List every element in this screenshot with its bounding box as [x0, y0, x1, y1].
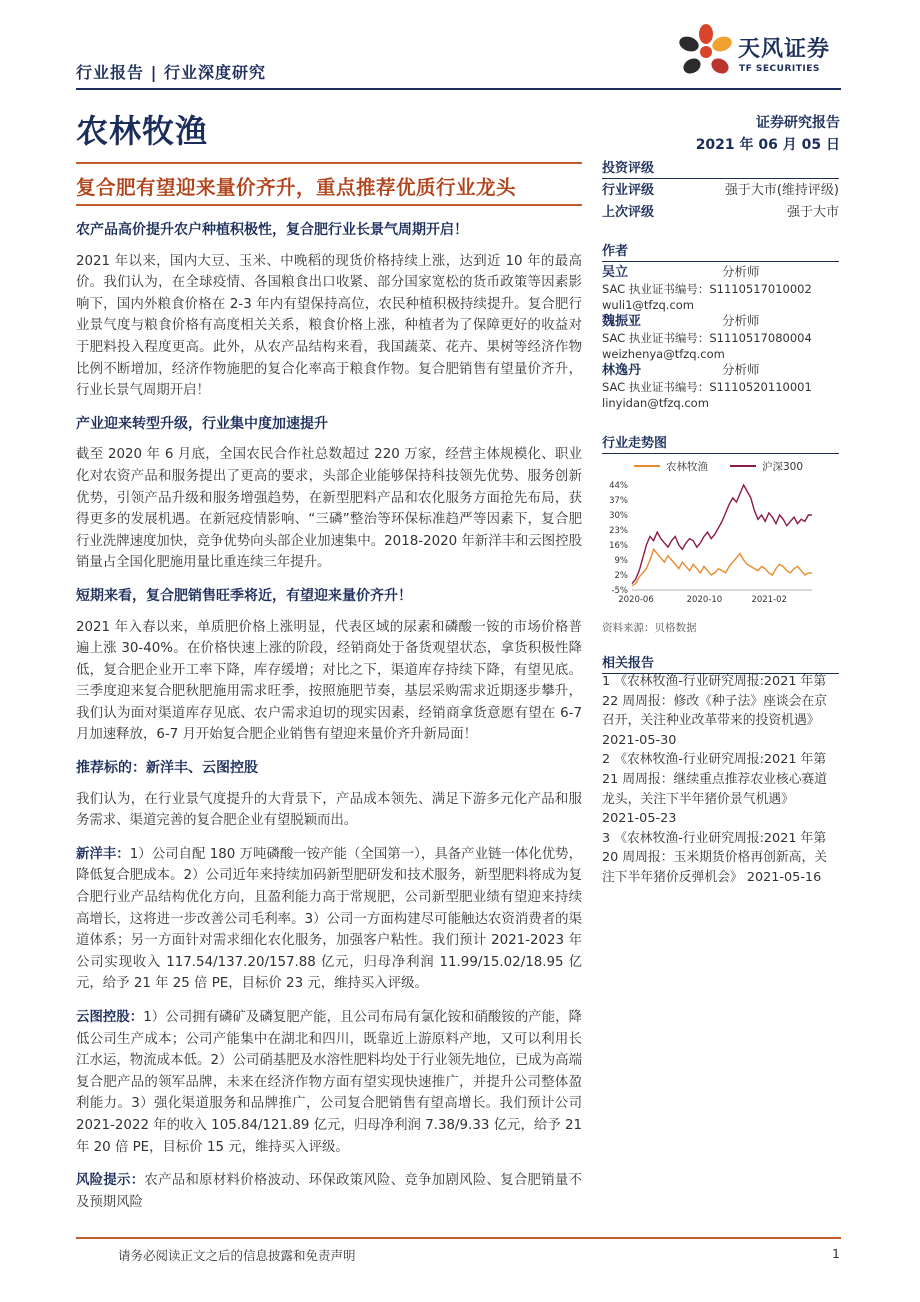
report-type: 行业报告 | 行业深度研究: [76, 63, 266, 82]
author-name: 林逸丹: [602, 363, 642, 378]
paragraph-text: 2021 年以来，国内大豆、玉米、中晚稻的现货价格持续上涨，达到近 10 年的最高价。我们认为，在全球疫情、各国粮食出口收紧、部分国家宽松的货币政策等因素影响下，国内外粮食价格在 2-3 年内有望保持高位，农民种植积极持续提升。复合肥行业景气度与粮食价格有高度相关关系，粮食价格上涨，种植者为了保障更好的收益对于肥料投入程度更高。此外，从农产品结构来看，我国蔬菜、花卉、果树等经济作物比例不断增加，经济作物施肥的复合化率高于粮食作物。复合肥销售有望量价齐升，行业长景气周期开启！: [76, 253, 582, 399]
paragraph: [76, 1170, 582, 1213]
chart-heading: 行业走势图: [602, 432, 839, 454]
y-tick-label: 9%: [614, 556, 628, 566]
author-email[interactable]: wuli1@tfzq.com: [602, 298, 695, 312]
author-card: [602, 264, 839, 313]
main-content: [76, 220, 582, 1225]
paragraph: [76, 251, 582, 402]
section: [76, 758, 582, 1213]
author-sac: SAC 执业证书编号：S1110520110001: [602, 380, 812, 394]
chart-legend: [634, 460, 803, 473]
paragraph-text: 我们认为，在行业景气度提升的大背景下，产品成本领先、满足下游多元化产品和服务需求、渠道完善的复合肥企业有望脱颖而出。: [76, 791, 582, 829]
report-kind: 证券研究报告: [756, 115, 840, 131]
author-card: [602, 313, 839, 362]
related-reports: [602, 672, 839, 888]
legend-label: 农林牧渔: [666, 461, 708, 473]
related-report-text: 2 《农林牧渔-行业研究周报:2021 年第 21 周周报：继续重点推荐农业核心赛道龙头，关注下半年猪价景气机遇》: [602, 752, 828, 807]
paragraph-text: 农产品和原材料价格波动、环保政策风险、竞争加剧风险、复合肥销量不及预期风险: [76, 1173, 583, 1210]
title-rule-top: [76, 162, 582, 164]
author-name: 吴立: [602, 265, 629, 280]
section-heading: 短期来看，复合肥销售旺季将近，有望迎来量价齐升！: [76, 587, 412, 604]
authors-heading: 作者: [602, 240, 839, 262]
chart-lines: [632, 485, 812, 586]
paragraph: [76, 444, 582, 574]
related-report-item[interactable]: [602, 829, 839, 888]
related-heading: 相关报告: [602, 652, 839, 674]
chart-source: 资料来源：贝格数据: [602, 622, 697, 634]
paragraph-text: 1）公司自配 180 万吨磷酸一铵产能（全国第一），具备产业链一体化优势，降低复合肥成本。2）公司近年来持续加码新型肥研发和技术服务，新型肥料将成为复合肥行业产品结构优化方向，且盈利能力高于常规肥，公司新型肥业绩有望迎来持续高增长，这将进一步改善公司毛利率。3）公司一方面构建尽可能触达农资消费者的渠道体系；另一方面针对需求细化农化服务，加强客户粘性。我们预计 2021-2023 年公司实现收入 117.54/137.20/157.88 亿元，归母净利润 11.99/15.02/18.95 亿元，给予 21 年 25 倍 PE，目标价 23 元，维持买入评级。: [76, 846, 582, 992]
paragraph-text: 截至 2020 年 6 月底，全国农民合作社总数超过 220 万家，经营主体规模化、职业化对农资产品和服务提出了更高的要求，头部企业能够保持科技领先优势、服务创新优势，引领产品升级和服务增强趋势，在新型肥料产品和农化服务方面抢先布局，获得更多的发展机遇。在新冠疫情影响、“三磷”整治等环保标准趋严等因素下，复合肥行业洗牌速度加快，竞争优势向头部企业加速集中。2018-2020 年新洋丰和云图控股销量占全国化肥施用量比重连续三年提升。: [76, 447, 582, 571]
sector-title: 农林牧渔: [76, 112, 209, 150]
section-heading: 农产品高价提升农户种植积极性，复合肥行业长景气周期开启！: [76, 222, 468, 238]
title-rule-bottom: [76, 204, 582, 206]
author-role: 分析师: [722, 362, 760, 377]
report-date: 2021 年 06 月 05 日: [695, 137, 840, 153]
paragraph: [76, 844, 582, 995]
logo-cn-text: 天风证券: [738, 37, 831, 62]
related-report-date: 2021-05-23: [602, 811, 677, 827]
paragraph-lead: 新洋丰：: [76, 846, 130, 862]
author-role: 分析师: [722, 264, 760, 279]
rating-row: [602, 179, 839, 198]
rating-heading: 投资评级: [602, 157, 839, 179]
y-tick-label: 2%: [614, 571, 628, 581]
paragraph-text: 1）公司拥有磷矿及磷复肥产能，且公司布局有氯化铵和硝酸铵的产能，降低公司生产成本；公司产能集中在湖北和四川，既靠近上游原料产地，又可以利用长江水运，物流成本低。2）公司硝基肥及水溶性肥料均处于行业领先地位，已成为高端复合肥产品的领军品牌，未来在经济作物方面有望实现快速推广，并提升公司整体盈利能力。3）强化渠道服务和品牌推广，公司复合肥销售有望高增长。我们预计公司 2021-2022 年的收入 105.84/121.89 亿元，归母净利润 7.38/9.33 亿元，给予 21 年 20 倍 PE，目标价 15 元，维持买入评级。: [76, 1010, 582, 1155]
series-line-agri: [632, 549, 812, 585]
author-sac: SAC 执业证书编号：S1110517010002: [602, 282, 812, 296]
logo-flower-icon: [676, 22, 736, 84]
footer-rule: [76, 1237, 841, 1239]
related-report-item[interactable]: [602, 672, 839, 750]
page-number: 1: [832, 1246, 840, 1261]
paragraph-lead: 云图控股：: [76, 1010, 144, 1025]
prev-rating-label: 上次评级: [602, 205, 655, 220]
related-report-item[interactable]: [602, 750, 839, 828]
chart-axes: [609, 481, 812, 605]
section: [76, 414, 582, 574]
footer-disclaimer[interactable]: 请务必阅读正文之后的信息披露和免责声明: [118, 1248, 356, 1263]
y-tick-label: 30%: [609, 511, 628, 521]
prev-rating-value: 强于大市: [786, 205, 839, 220]
x-tick-label: 2020-10: [686, 595, 723, 605]
y-tick-label: 44%: [609, 481, 628, 491]
paragraph-text: 2021 年入春以来，单质肥价格上涨明显，代表区域的尿素和磷酸一铵的市场价格普遍上涨 30-40%。在价格快速上涨的阶段，经销商处于备货观望状态，拿货积极性降低，复合肥企业开工率下降，库存缓增；对比之下，渠道库存持续下降，有望见底。三季度迎来复合肥秋肥施用需求旺季，按照施肥节奏，基层采购需求近期逐步攀升，我们认为面对渠道库存见底、农户需求迫切的现实因素，经销商拿货意愿有望在 6-7 月加速释放，6-7 月开始复合肥企业销售有望迎来量价齐升新局面！: [76, 619, 582, 743]
related-report-text: 1 《农林牧渔-行业研究周报:2021 年第 22 周周报：修改《种子法》座谈会在京召开，关注种业改革带来的投资机遇》: [602, 674, 828, 729]
related-report-date: 2021-05-16: [746, 869, 822, 885]
y-tick-label: -5%: [611, 586, 628, 596]
rating-label: 行业评级: [602, 183, 655, 198]
author-role: 分析师: [722, 313, 760, 328]
author-card: [602, 362, 839, 411]
paragraph: [76, 617, 582, 747]
paragraph: [76, 789, 582, 832]
author-name: 魏振亚: [602, 314, 642, 329]
author-email[interactable]: weizhenya@tfzq.com: [602, 347, 725, 361]
logo-en-text: TF SECURITIES: [739, 64, 820, 74]
rating-value: 强于大市(维持评级): [724, 183, 839, 198]
prev-rating-row: [602, 201, 839, 220]
paragraph-lead: 风险提示：: [76, 1173, 145, 1189]
legend-label: 沪深300: [762, 461, 804, 473]
header-divider: [76, 88, 841, 90]
author-sac: SAC 执业证书编号：S1110517080004: [602, 331, 812, 345]
section-heading: 推荐标的：新洋丰、云图控股: [76, 760, 258, 777]
x-tick-label: 2021-02: [751, 595, 787, 605]
section: [76, 220, 582, 402]
x-tick-label: 2020-06: [618, 595, 654, 605]
section-heading: 产业迎来转型升级，行业集中度加速提升: [76, 415, 328, 432]
report-title: 复合肥有望迎来量价齐升，重点推荐优质行业龙头: [76, 176, 517, 199]
y-tick-label: 23%: [609, 526, 628, 536]
section: [76, 586, 582, 746]
author-email[interactable]: linyidan@tfzq.com: [602, 396, 709, 410]
y-tick-label: 16%: [609, 541, 628, 551]
y-tick-label: 37%: [609, 496, 628, 506]
related-report-date: 2021-05-30: [602, 732, 677, 748]
company-logo: [676, 22, 846, 84]
trend-chart: [602, 455, 839, 617]
related-report-text: 3 《农林牧渔-行业研究周报:2021 年第 20 周周报：玉米期货价格再创新高，关注下半年猪价反弹机会》: [602, 830, 828, 885]
paragraph: [76, 1007, 582, 1158]
